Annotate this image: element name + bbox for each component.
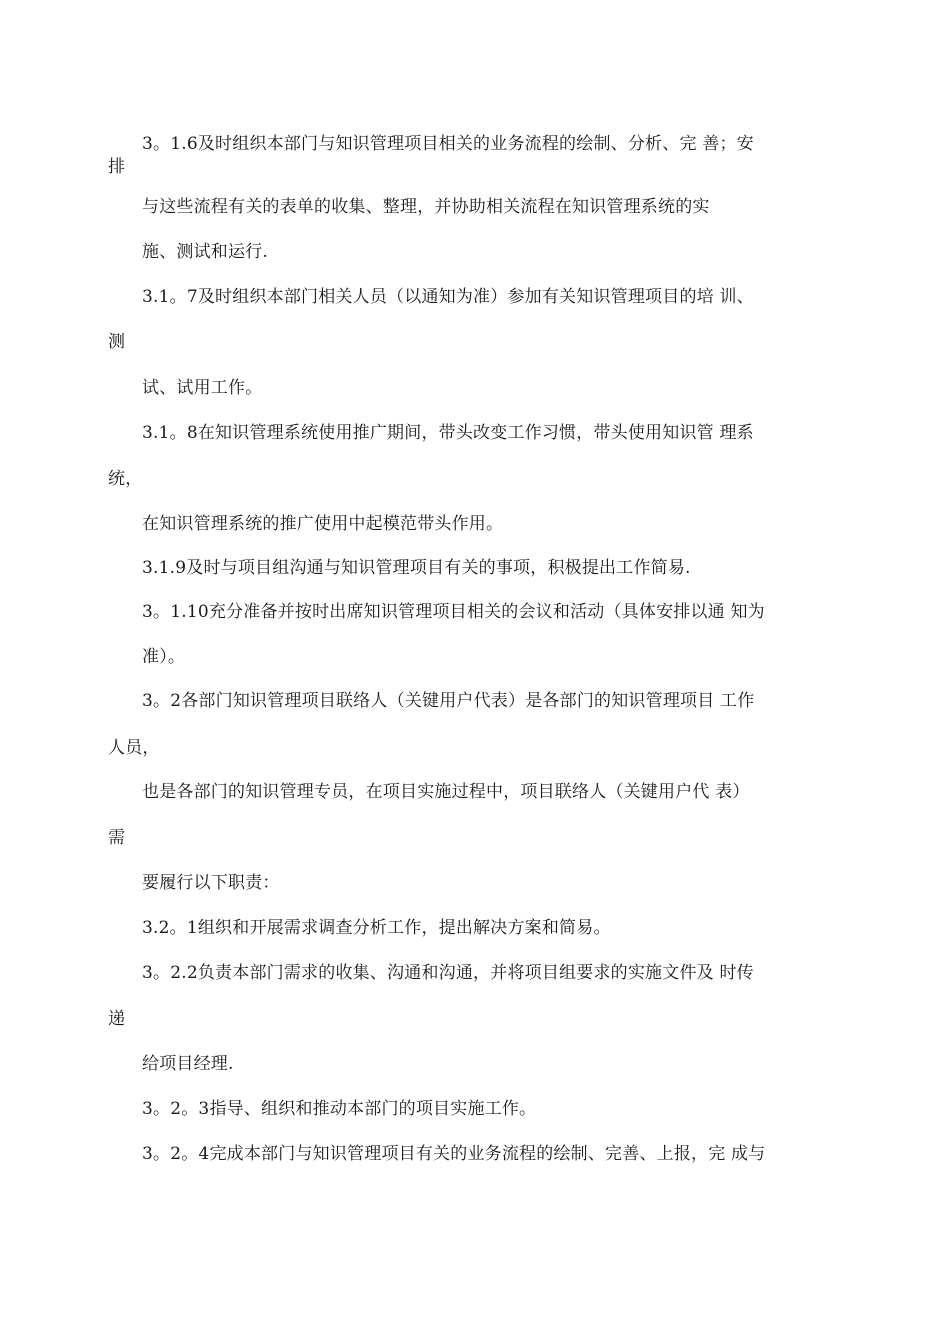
para-3-2-2-line-2: 递	[108, 1009, 126, 1029]
para-3-2-line-1: 3。2各部门知识管理项目联络人（关键用户代表）是各部门的知识管理项目 工作	[142, 691, 755, 711]
para-3-1-10-line-2: 准）。	[142, 647, 186, 667]
para-3-1-7-line-2: 测	[108, 332, 126, 352]
para-3-1-6-line-4: 施、测试和运行.	[142, 242, 269, 262]
para-3-2-2-line-1: 3。2.2负责本部门需求的收集、沟通和沟通，并将项目组要求的实施文件及 时传	[142, 963, 754, 983]
para-3-1-9-line-1: 3.1.9及时与项目组沟通与知识管理项目有关的事项，积极提出工作简易.	[142, 558, 691, 578]
para-3-1-6-line-2: 排	[108, 157, 126, 177]
para-3-1-8-line-1: 3.1。8在知识管理系统使用推广期间，带头改变工作习惯，带头使用知识管 理系	[142, 423, 754, 443]
para-3-2-4-line-1: 3。2。4完成本部门与知识管理项目有关的业务流程的绘制、完善、上报，完 成与	[142, 1144, 766, 1164]
para-3-2-line-4: 需	[108, 828, 126, 848]
para-3-1-8-line-3: 在知识管理系统的推广使用中起模范带头作用。	[142, 514, 504, 534]
para-3-2-1-line-1: 3.2。1组织和开展需求调查分析工作，提出解决方案和简易。	[142, 918, 611, 938]
para-3-1-6-line-3: 与这些流程有关的表单的收集、整理，并协助相关流程在知识管理系统的实	[142, 197, 710, 217]
para-3-1-7-line-1: 3.1。7及时组织本部门相关人员（以通知为准）参加有关知识管理项目的培 训、	[142, 287, 754, 307]
para-3-2-line-3: 也是各部门的知识管理专员，在项目实施过程中，项目联络人（关键用户代 表）	[142, 782, 750, 802]
para-3-2-3-line-1: 3。2。3指导、组织和推动本部门的项目实施工作。	[142, 1099, 537, 1119]
para-3-1-6-line-1: 3。1.6及时组织本部门与知识管理项目相关的业务流程的绘制、分析、完 善；安	[142, 134, 754, 154]
para-3-1-10-line-1: 3。1.10充分准备并按时出席知识管理项目相关的会议和活动（具体安排以通 知为	[142, 602, 765, 622]
para-3-2-line-5: 要履行以下职责：	[142, 873, 280, 893]
para-3-2-line-2: 人员，	[108, 738, 160, 758]
para-3-2-2-line-3: 给项目经理.	[142, 1054, 234, 1074]
para-3-1-7-line-3: 试、试用工作。	[142, 378, 263, 398]
para-3-1-8-line-2: 统，	[108, 469, 143, 489]
